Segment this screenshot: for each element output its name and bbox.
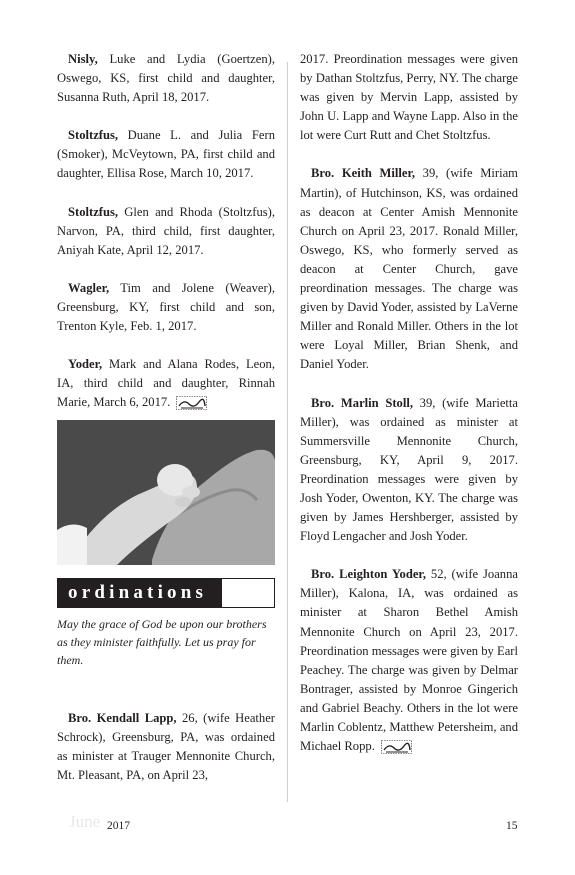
column-divider — [287, 62, 288, 802]
section-end-ornament-icon — [381, 740, 412, 754]
birth-entry: Yoder, Mark and Alana Rodes, Leon, IA, third child and daughter, Rinnah Marie, March 6, 2017. — [57, 357, 275, 410]
birth-entry: Wagler, Tim and Jolene (Weaver), Greensburg, KY, first child and son, Trenton Kyle, Feb. 1, 2017. — [57, 280, 275, 334]
ordination-entry: Bro. Kendall Lapp, 26, (wife Heather Schrock), Greensburg, PA, was ordained as minister at Trauger Mennonite Church, Mt. Pleasant, PA, on April 23, — [57, 711, 275, 783]
birth-entry: Nisly, Luke and Lydia (Goertzen), Oswego, KS, first child and daughter, Susanna Ruth, April 18, 2017. — [57, 52, 275, 105]
section-title: ordinations — [58, 579, 222, 607]
prayer-text: May the grace of God be upon our brothers as they minister faithfully. Let us pray for them. — [57, 617, 267, 667]
page-number: 15 — [506, 820, 518, 832]
section-end-ornament-icon — [176, 396, 207, 410]
ordination-entry: Bro. Marlin Stoll, 39, (wife Marietta Miller), was ordained as minister at Summersville Mennonite Church, Greensburg, KY, April 9, 2017. Preordination messages were given by Josh Yoder, Owenton, KY. The charge was given by James Hershberger, assisted by Floyd Lengacher and Josh Yoder. — [300, 395, 518, 544]
birth-entry: Stoltzfus, Glen and Rhoda (Stoltzfus), Narvon, PA, third child, first daughter, Aniyah Kate, April 12, 2017. — [57, 204, 275, 257]
footer-month: June — [69, 812, 101, 831]
ordination-entry: Bro. Leighton Yoder, 52, (wife Joanna Miller), Kalona, IA, was ordained as minister at Sharon Bethel Amish Mennonite Church on April 23, 2017. Preordination messages were given by Earl Peachey. The charge was given by Delmar Bontrager, assisted by Monroe Gingerich and Gabriel Beachy. Others in the lot were Marlin Coblentz, Matthew Petersheim, and Michael Ropp. — [300, 567, 518, 754]
right-column — [300, 50, 518, 756]
left-column — [57, 50, 275, 786]
ordination-continuation: 2017. Preordination messages were given by Dathan Stoltzfus, Perry, NY. The charge was given by Mervin Lapp, assisted by John U. Lapp and Wayne Lapp. Also in the lot were Curt Rutt and Chet Stoltzfus. — [300, 52, 518, 143]
baby-hand-photo — [57, 420, 275, 565]
ordination-entry: Bro. Keith Miller, 39, (wife Miriam Martin), of Hutchinson, KS, was ordained as deacon at Center Amish Mennonite Church on April 23, 2017. Ronald Miller, Oswego, KS, who formerly served as deacon at Center Church, gave preordination messages. The charge was given by David Yoder, assisted by LaVerne Miller and Ronald Miller. Others in the lot were Loyal Miller, Brian Shenk, and Daniel Yoder. — [300, 166, 518, 372]
ordinations-banner — [57, 578, 275, 608]
footer-year: 2017 — [107, 820, 130, 832]
birth-entry: Stoltzfus, Duane L. and Julia Fern (Smoker), McVeytown, PA, first child and daughter, Ellisa Rose, March 10, 2017. — [57, 128, 275, 181]
